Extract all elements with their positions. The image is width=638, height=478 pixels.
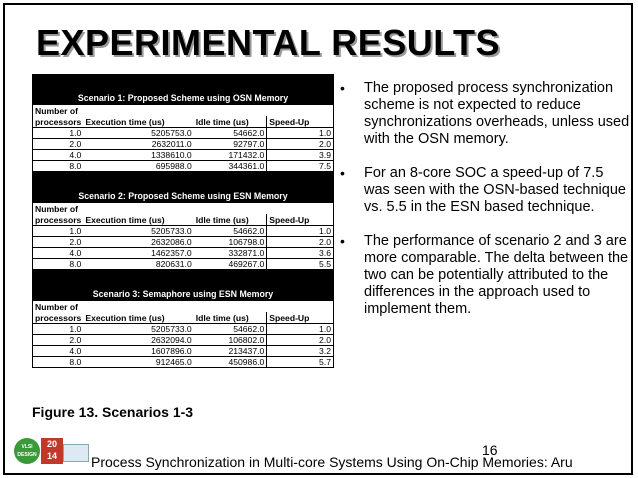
bullet-text: The proposed process synchronization scheme is not expected to reduce synchronizations overheads, unless used with the OSN memory. [364, 80, 630, 147]
header-row-top [33, 301, 334, 312]
table-cell: 1.0 [33, 128, 84, 139]
header-row-top [33, 203, 334, 214]
table-cell: 5.5 [267, 259, 334, 270]
conference-logo-icon [63, 444, 89, 462]
table-cell: 3.6 [267, 248, 334, 259]
table-cell: 213437.0 [194, 346, 267, 357]
table-cell: 4.0 [33, 346, 84, 357]
table-cell: 106802.0 [194, 335, 267, 346]
bullet-icon: • [340, 233, 345, 249]
column-header: Idle time (us) [194, 214, 267, 226]
table-cell: 2.0 [267, 139, 334, 150]
table-cell: 2632011.0 [83, 139, 193, 150]
vlsi-logo-icon: VLSI DESIGN [14, 438, 40, 464]
table-cell: 1338610.0 [83, 150, 193, 161]
scenario-title: Scenario 1: Proposed Scheme using OSN Memory [33, 75, 334, 106]
table-cell: 1.0 [267, 128, 334, 139]
table-row [33, 346, 334, 357]
table-cell: 469267.0 [194, 259, 267, 270]
slide-title: EXPERIMENTAL RESULTS [36, 22, 501, 63]
header-number-of: Number of [33, 105, 334, 116]
table-cell: 5205733.0 [83, 226, 193, 237]
bullet-icon: • [340, 165, 345, 181]
header-row [33, 214, 334, 226]
table-row [33, 128, 334, 139]
scenario-table [32, 74, 334, 172]
column-header: Speed-Up [267, 116, 334, 128]
bullet-item [340, 233, 630, 318]
table-cell: 695988.0 [83, 161, 193, 172]
column-header: Speed-Up [267, 312, 334, 324]
table-cell: 2632094.0 [83, 335, 193, 346]
table-cell: 7.5 [267, 161, 334, 172]
table-cell: 54662.0 [194, 324, 267, 335]
table-cell: 450986.0 [194, 357, 267, 368]
header-row [33, 116, 334, 128]
table-cell: 820631.0 [83, 259, 193, 270]
table-cell: 332871.0 [194, 248, 267, 259]
year-logo-icon: 20 14 [41, 438, 63, 464]
table-cell: 1.0 [33, 324, 84, 335]
table-row [33, 237, 334, 248]
scenario-title-row [33, 173, 334, 204]
table-row [33, 324, 334, 335]
table-cell: 54662.0 [194, 128, 267, 139]
bullet-list [340, 80, 630, 335]
header-row-top [33, 105, 334, 116]
table-cell: 1.0 [33, 226, 84, 237]
table-cell: 3.9 [267, 150, 334, 161]
table-row [33, 357, 334, 368]
table-row [33, 335, 334, 346]
column-header: Idle time (us) [194, 116, 267, 128]
table-cell: 344361.0 [194, 161, 267, 172]
table-row [33, 139, 334, 150]
scenario-title-row [33, 271, 334, 302]
column-header: Idle time (us) [194, 312, 267, 324]
bullet-item [340, 165, 630, 216]
scenario-title: Scenario 3: Semaphore using ESN Memory [33, 271, 334, 302]
column-header: Speed-Up [267, 214, 334, 226]
table-cell: 1607896.0 [83, 346, 193, 357]
bullet-item [340, 80, 630, 148]
bullet-icon: • [340, 80, 345, 96]
column-header: processors [33, 116, 84, 128]
column-header: Execution time (us) [83, 312, 193, 324]
table-cell: 3.2 [267, 346, 334, 357]
column-header: processors [33, 214, 84, 226]
scenario-table [32, 270, 334, 368]
table-cell: 8.0 [33, 357, 84, 368]
tables-container [32, 74, 334, 368]
column-header: processors [33, 312, 84, 324]
table-cell: 2632086.0 [83, 237, 193, 248]
table-cell: 5205753.0 [83, 128, 193, 139]
table-cell: 2.0 [33, 335, 84, 346]
column-header: Execution time (us) [83, 214, 193, 226]
table-cell: 2.0 [33, 139, 84, 150]
table-cell: 8.0 [33, 259, 84, 270]
slide-footer [0, 438, 638, 472]
page-number: 16 [482, 442, 498, 458]
table-cell: 106798.0 [194, 237, 267, 248]
table-row [33, 226, 334, 237]
footer-text: Process Synchronization in Multi-core Systems Using On-Chip Memories: Aru [91, 454, 573, 470]
table-cell: 92797.0 [194, 139, 267, 150]
bullet-text: For an 8-core SOC a speed-up of 7.5 was seen with the OSN-based technique vs. 5.5 in the ESN based technique. [364, 165, 626, 215]
table-cell: 2.0 [33, 237, 84, 248]
table-cell: 1.0 [267, 226, 334, 237]
table-cell: 1462357.0 [83, 248, 193, 259]
column-header: Execution time (us) [83, 116, 193, 128]
table-row [33, 259, 334, 270]
table-cell: 4.0 [33, 248, 84, 259]
header-number-of: Number of [33, 301, 334, 312]
scenario-title-row [33, 75, 334, 106]
header-number-of: Number of [33, 203, 334, 214]
table-row [33, 161, 334, 172]
table-cell: 912465.0 [83, 357, 193, 368]
table-cell: 1.0 [267, 324, 334, 335]
table-cell: 8.0 [33, 161, 84, 172]
table-cell: 5.7 [267, 357, 334, 368]
table-cell: 2.0 [267, 335, 334, 346]
header-row [33, 312, 334, 324]
table-row [33, 150, 334, 161]
scenario-table [32, 172, 334, 270]
figure-caption: Figure 13. Scenarios 1-3 [32, 404, 194, 420]
scenario-title: Scenario 2: Proposed Scheme using ESN Memory [33, 173, 334, 204]
table-cell: 4.0 [33, 150, 84, 161]
table-row [33, 248, 334, 259]
table-cell: 54662.0 [194, 226, 267, 237]
table-cell: 5205733.0 [83, 324, 193, 335]
bullet-text: The performance of scenario 2 and 3 are more comparable. The delta between the two can be potentially attributed to the differences in the approach used to implement them. [364, 233, 629, 317]
table-cell: 2.0 [267, 237, 334, 248]
table-cell: 171432.0 [194, 150, 267, 161]
